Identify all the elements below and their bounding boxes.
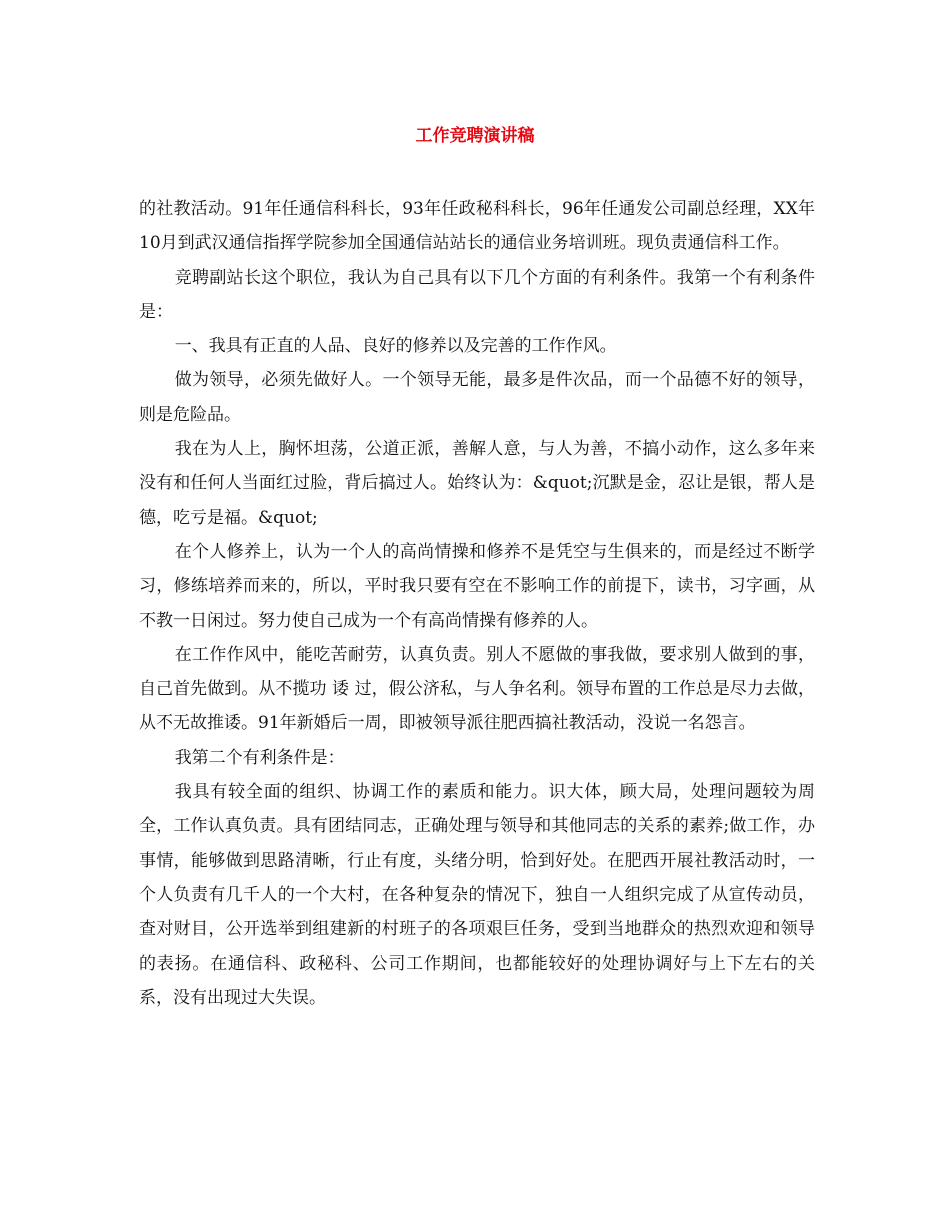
paragraph: 竞聘副站长这个职位，我认为自己具有以下几个方面的有利条件。我第一个有利条件是： xyxy=(139,267,815,322)
paragraph: 我在为人上，胸怀坦荡，公道正派，善解人意，与人为善，不搞小动作，这么多年来没有和任何人当面红过脸，背后搞过人。始终认为：&quot;沉默是金，忍让是银，帮人是德，吃亏是福。&quot; xyxy=(139,439,815,528)
section-heading: 我第二个有利条件是： xyxy=(174,747,345,768)
section-heading: 一、我具有正直的人品、良好的修养以及完善的工作作风。 xyxy=(174,336,617,357)
paragraph: 我具有较全面的组织、协调工作的素质和能力。识大体，顾大局，处理问题较为周全，工作认真负责。具有团结同志，正确处理与领导和其他同志的关系的素养;做工作，办事情，能够做到思路清晰，行止有度，头绪分明，恰到好处。在肥西开展社教活动时，一个人负责有几千人的一个大村，在各种复杂的情况下，独自一人组织完成了从宣传动员，查对财目，公开选举到组建新的村班子的各项艰巨任务，受到当地群众的热烈欢迎和领导的表扬。在通信科、政秘科、公司工作期间，也都能较好的处理协调好与上下左右的关系，没有出现过大失误。 xyxy=(139,782,815,1008)
paragraph: 在个人修养上，认为一个人的高尚情操和修养不是凭空与生俱来的，而是经过不断学习，修练培养而来的，所以，平时我只要有空在不影响工作的前提下，读书，习字画，从不教一日闲过。努力使自己成为一个有高尚情操有修养的人。 xyxy=(139,541,815,631)
document-body xyxy=(139,192,815,1015)
document-title: 工作竞聘演讲稿 xyxy=(415,126,535,146)
paragraph: 的社教活动。91年任通信科科长，93年任政秘科科长，96年任通发公司副总经理，XX年10月到武汉通信指挥学院参加全国通信站站长的通信业务培训班。现负责通信科工作。 xyxy=(139,199,815,254)
paragraph: 做为领导，必须先做好人。一个领导无能，最多是件次品，而一个品德不好的领导，则是危险品。 xyxy=(139,370,815,425)
paragraph: 在工作作风中，能吃苦耐劳，认真负责。别人不愿做的事我做，要求别人做到的事，自己首先做到。从不揽功 诿 过，假公济私，与人争名利。领导布置的工作总是尽力去做，从不无故推诿。91年新婚后一周，即被领导派往肥西搞社教活动，没说一名怨言。 xyxy=(139,644,815,734)
